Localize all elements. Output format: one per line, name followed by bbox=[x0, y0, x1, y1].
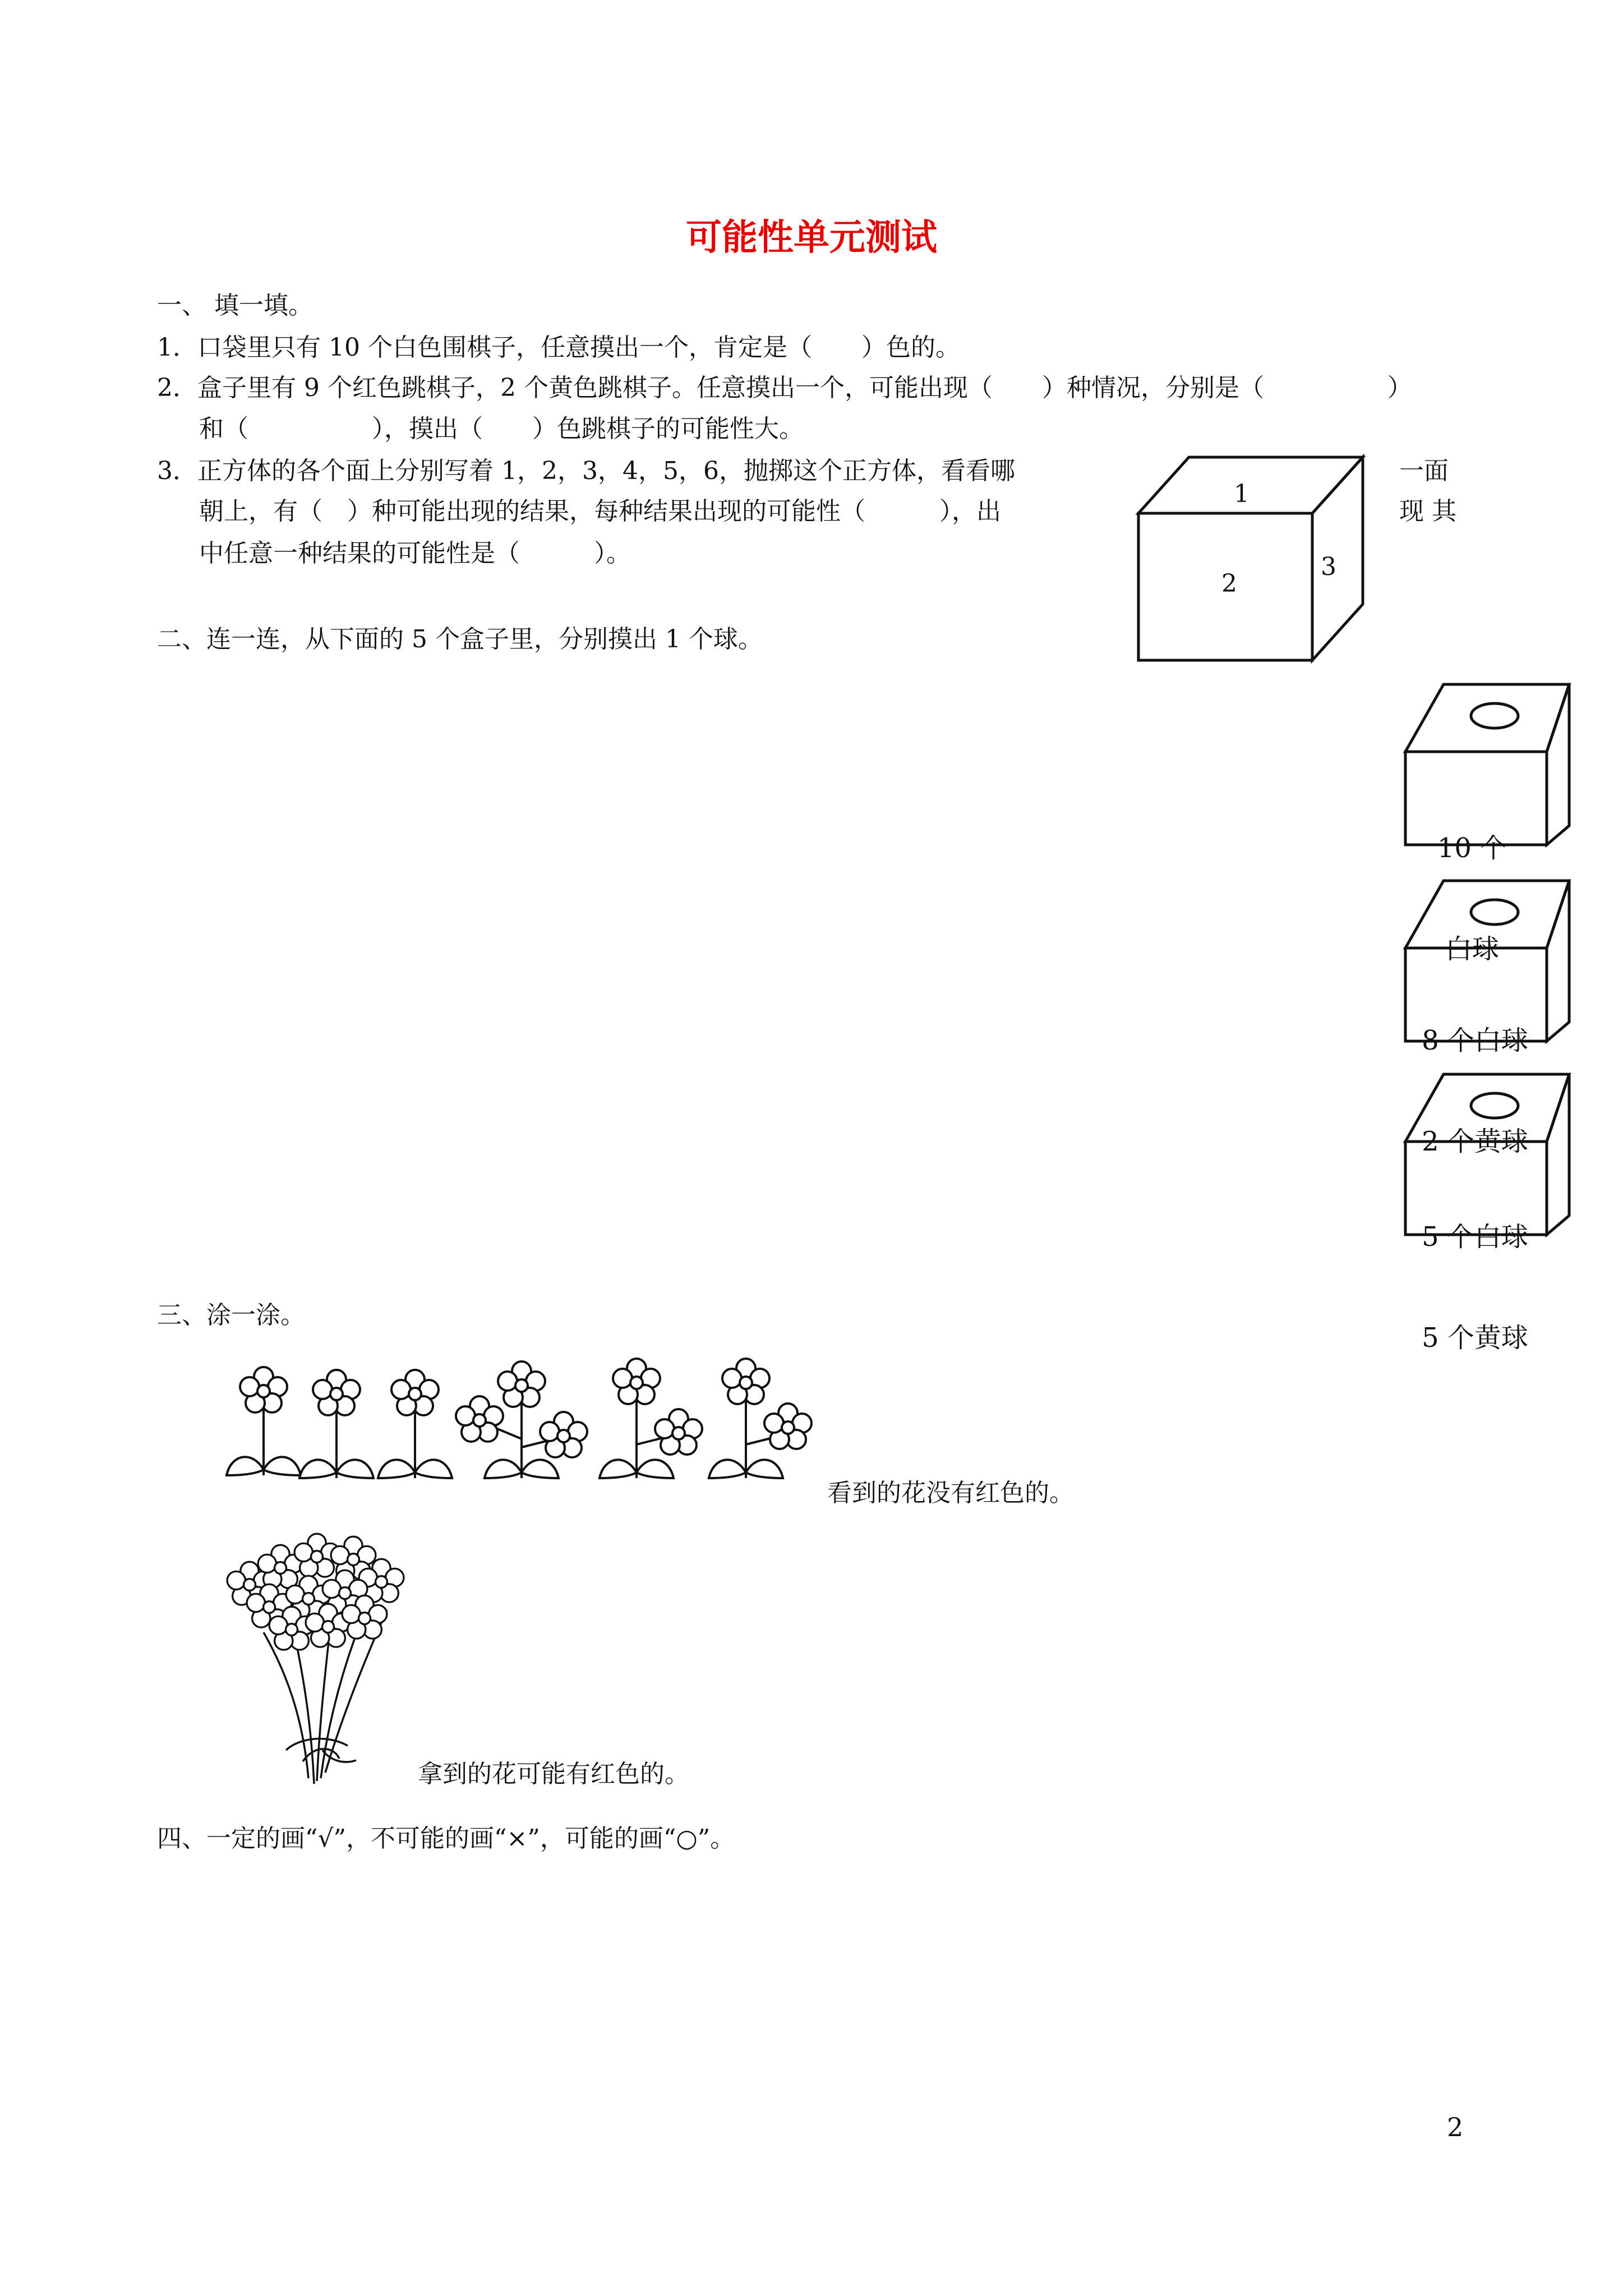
ball-box-3-line1: 5 个白球 bbox=[1422, 1221, 1528, 1253]
section2-heading: 二、连一连，从下面的 5 个盒子里，分别摸出 1 个球。 bbox=[157, 625, 763, 654]
flower-row-caption: 看到的花没有红色的。 bbox=[827, 1479, 1074, 1507]
question-3-right2: 现 其 bbox=[1399, 497, 1456, 526]
question-3-line3: 中任意一种结果的可能性是（ ）。 bbox=[199, 539, 631, 568]
ball-box-1-line2: 白球 bbox=[1445, 933, 1499, 965]
question-1: 1．口袋里只有 10 个白色围棋子，任意摸出一个，肯定是（ ）色的。 bbox=[157, 333, 960, 362]
cube-label-side: 3 bbox=[1321, 553, 1336, 581]
page-number: 2 bbox=[1447, 2112, 1464, 2142]
question-3-line1: 3．正方体的各个面上分别写着 1，2，3，4，5，6，抛掷这个正方体，看看哪 bbox=[157, 457, 1015, 485]
question-3-right1: 一面 bbox=[1399, 457, 1449, 485]
question-2-line2: 和（ ），摸出（ ）色跳棋子的可能性大。 bbox=[199, 415, 804, 443]
bouquet-caption: 拿到的花可能有红色的。 bbox=[418, 1760, 689, 1788]
section3-heading: 三、涂一涂。 bbox=[157, 1301, 305, 1329]
cube-label-top: 1 bbox=[1234, 480, 1249, 508]
ball-box-2-line1: 8 个白球 bbox=[1422, 1025, 1528, 1056]
ball-box-2-line2: 2 个黄球 bbox=[1422, 1126, 1528, 1157]
ball-box-1-line1: 10 个 bbox=[1437, 832, 1507, 864]
question-3-line2: 朝上，有（ ）种可能出现的结果，每种结果出现的可能性（ ），出 bbox=[199, 497, 1001, 526]
flower-row-image bbox=[219, 1358, 824, 1487]
section1-heading: 一、 填一填。 bbox=[157, 291, 313, 320]
question-2-line1: 2．盒子里有 9 个红色跳棋子，2 个黄色跳棋子。任意摸出一个，可能出现（ ）种情况，分别是（ ） bbox=[157, 374, 1412, 402]
bouquet-image bbox=[219, 1537, 421, 1795]
cube-label-front: 2 bbox=[1221, 569, 1237, 598]
section4-heading: 四、一定的画“√”，不可能的画“×”，可能的画“○”。 bbox=[157, 1824, 735, 1853]
ball-box-3-line2: 5 个黄球 bbox=[1422, 1322, 1528, 1354]
cube-diagram bbox=[1138, 457, 1374, 670]
page-title: 可能性单元测试 bbox=[686, 217, 937, 259]
